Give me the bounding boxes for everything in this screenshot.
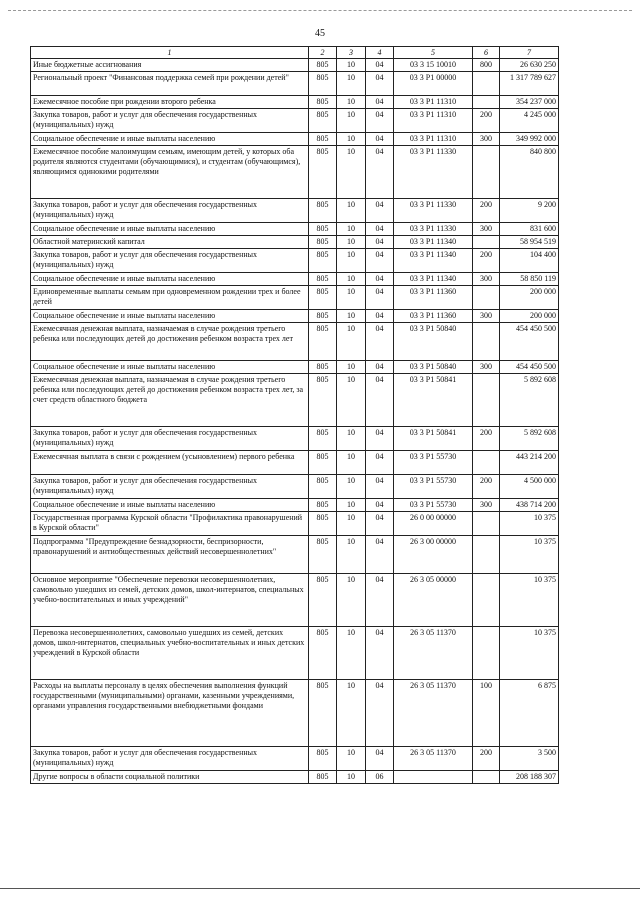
table-row xyxy=(31,451,559,475)
column-number-header xyxy=(31,47,559,59)
row-c4-cell: 04 xyxy=(366,96,394,109)
row-c2-cell: 805 xyxy=(309,223,337,236)
table-row xyxy=(31,771,559,784)
row-c4-cell: 04 xyxy=(366,475,394,499)
row-c6-cell: 800 xyxy=(473,59,500,72)
row-c3-cell: 10 xyxy=(337,310,366,323)
row-name-cell: Расходы на выплаты персоналу в целях обеспечения выполнения функций государственными (муниципальными) органами, казенными учреждениями, органами управления государственными внебюджетными фондами xyxy=(31,680,309,747)
row-c5-cell: 03 3 P1 00000 xyxy=(394,72,473,96)
row-c5-cell: 03 3 P1 50841 xyxy=(394,374,473,427)
row-c3-cell: 10 xyxy=(337,223,366,236)
row-c5-cell: 03 3 P1 55730 xyxy=(394,475,473,499)
row-c5-cell: 03 3 P1 55730 xyxy=(394,451,473,475)
row-c4-cell: 04 xyxy=(366,536,394,574)
row-c5-cell: 03 3 P1 11330 xyxy=(394,199,473,223)
row-c3-cell: 10 xyxy=(337,249,366,273)
table-row xyxy=(31,310,559,323)
table-row xyxy=(31,59,559,72)
row-c6-cell: 300 xyxy=(473,133,500,146)
row-c2-cell: 805 xyxy=(309,286,337,310)
row-c3-cell: 10 xyxy=(337,374,366,427)
row-c3-cell: 10 xyxy=(337,536,366,574)
row-c6-cell xyxy=(473,72,500,96)
row-c6-cell: 200 xyxy=(473,475,500,499)
row-name-cell: Закупка товаров, работ и услуг для обеспечения государственных (муниципальных) нужд xyxy=(31,475,309,499)
row-c7-cell: 200 000 xyxy=(500,310,559,323)
table-row xyxy=(31,273,559,286)
row-c6-cell xyxy=(473,374,500,427)
row-c6-cell xyxy=(473,451,500,475)
row-c7-cell: 6 875 xyxy=(500,680,559,747)
row-c4-cell: 04 xyxy=(366,427,394,451)
row-c4-cell: 04 xyxy=(366,310,394,323)
row-c2-cell: 805 xyxy=(309,199,337,223)
row-c7-cell: 58 850 119 xyxy=(500,273,559,286)
row-c2-cell: 805 xyxy=(309,59,337,72)
row-c2-cell: 805 xyxy=(309,512,337,536)
row-c5-cell xyxy=(394,771,473,784)
row-c7-cell: 10 375 xyxy=(500,574,559,627)
row-name-cell: Иные бюджетные ассигнования xyxy=(31,59,309,72)
row-c2-cell: 805 xyxy=(309,374,337,427)
row-c5-cell: 26 0 00 00000 xyxy=(394,512,473,536)
row-c3-cell: 10 xyxy=(337,361,366,374)
row-name-cell: Социальное обеспечение и иные выплаты населению xyxy=(31,273,309,286)
table-row xyxy=(31,747,559,771)
row-c4-cell: 04 xyxy=(366,574,394,627)
table-row xyxy=(31,680,559,747)
row-name-cell: Другие вопросы в области социальной политики xyxy=(31,771,309,784)
row-c4-cell: 04 xyxy=(366,374,394,427)
row-c5-cell: 03 3 P1 50840 xyxy=(394,323,473,361)
row-name-cell: Ежемесячная денежная выплата, назначаемая в случае рождения третьего ребенка или последующих детей до достижения ребенком возраста трех лет, за счет средств областного бюджета xyxy=(31,374,309,427)
header-cell: 1 xyxy=(31,47,309,59)
row-c5-cell: 03 3 P1 11360 xyxy=(394,286,473,310)
row-c4-cell: 04 xyxy=(366,512,394,536)
row-name-cell: Областной материнский капитал xyxy=(31,236,309,249)
row-c4-cell: 04 xyxy=(366,199,394,223)
row-name-cell: Закупка товаров, работ и услуг для обеспечения государственных (муниципальных) нужд xyxy=(31,249,309,273)
row-c3-cell: 10 xyxy=(337,96,366,109)
table-row xyxy=(31,323,559,361)
row-c6-cell: 300 xyxy=(473,310,500,323)
row-c3-cell: 10 xyxy=(337,451,366,475)
row-c6-cell xyxy=(473,771,500,784)
top-divider xyxy=(8,10,632,11)
row-name-cell: Закупка товаров, работ и услуг для обеспечения государственных (муниципальных) нужд xyxy=(31,747,309,771)
row-c7-cell: 208 188 307 xyxy=(500,771,559,784)
header-cell: 4 xyxy=(366,47,394,59)
row-c5-cell: 26 3 05 11370 xyxy=(394,680,473,747)
row-c3-cell: 10 xyxy=(337,146,366,199)
header-cell: 3 xyxy=(337,47,366,59)
header-cell: 6 xyxy=(473,47,500,59)
row-c5-cell: 03 3 P1 11360 xyxy=(394,310,473,323)
row-c4-cell: 04 xyxy=(366,223,394,236)
row-c7-cell: 840 800 xyxy=(500,146,559,199)
row-c4-cell: 04 xyxy=(366,273,394,286)
row-c6-cell xyxy=(473,627,500,680)
row-c5-cell: 26 3 05 00000 xyxy=(394,574,473,627)
row-c2-cell: 805 xyxy=(309,72,337,96)
row-name-cell: Закупка товаров, работ и услуг для обеспечения государственных (муниципальных) нужд xyxy=(31,427,309,451)
row-c4-cell: 04 xyxy=(366,59,394,72)
row-c2-cell: 805 xyxy=(309,109,337,133)
row-c5-cell: 03 3 P1 50841 xyxy=(394,427,473,451)
row-c6-cell xyxy=(473,323,500,361)
row-name-cell: Социальное обеспечение и иные выплаты населению xyxy=(31,310,309,323)
row-name-cell: Перевозка несовершеннолетних, самовольно ушедших из семей, детских домов, школ-интернатов, специальных учебно-воспитательных и иных детских учреждений в Курской области xyxy=(31,627,309,680)
row-c6-cell: 300 xyxy=(473,223,500,236)
row-c4-cell: 04 xyxy=(366,146,394,199)
row-c6-cell: 100 xyxy=(473,680,500,747)
row-c4-cell: 04 xyxy=(366,451,394,475)
row-c3-cell: 10 xyxy=(337,771,366,784)
row-c6-cell: 300 xyxy=(473,273,500,286)
row-c4-cell: 04 xyxy=(366,680,394,747)
row-c7-cell: 200 000 xyxy=(500,286,559,310)
row-c3-cell: 10 xyxy=(337,512,366,536)
bottom-divider xyxy=(0,888,640,889)
row-c5-cell: 26 3 05 11370 xyxy=(394,747,473,771)
row-name-cell: Ежемесячная денежная выплата, назначаемая в случае рождения третьего ребенка или последующих детей до достижения ребенком возраста трех лет xyxy=(31,323,309,361)
header-cell: 7 xyxy=(500,47,559,59)
row-c4-cell: 04 xyxy=(366,249,394,273)
table-row xyxy=(31,72,559,96)
row-c5-cell: 03 3 P1 50840 xyxy=(394,361,473,374)
row-c2-cell: 805 xyxy=(309,680,337,747)
page-number: 45 xyxy=(315,28,325,39)
row-c6-cell xyxy=(473,146,500,199)
row-c6-cell: 200 xyxy=(473,199,500,223)
row-c2-cell: 805 xyxy=(309,451,337,475)
row-c2-cell: 805 xyxy=(309,475,337,499)
row-c3-cell: 10 xyxy=(337,475,366,499)
row-c7-cell: 443 214 200 xyxy=(500,451,559,475)
row-c7-cell: 5 892 608 xyxy=(500,374,559,427)
row-c6-cell: 300 xyxy=(473,361,500,374)
row-c5-cell: 26 3 05 11370 xyxy=(394,627,473,680)
row-c5-cell: 03 3 P1 11340 xyxy=(394,249,473,273)
row-c7-cell: 831 600 xyxy=(500,223,559,236)
row-c5-cell: 03 3 P1 11340 xyxy=(394,236,473,249)
row-name-cell: Социальное обеспечение и иные выплаты населению xyxy=(31,133,309,146)
row-c3-cell: 10 xyxy=(337,680,366,747)
table-row xyxy=(31,286,559,310)
table-row xyxy=(31,374,559,427)
row-c4-cell: 04 xyxy=(366,133,394,146)
row-c4-cell: 04 xyxy=(366,286,394,310)
row-c4-cell: 06 xyxy=(366,771,394,784)
row-c3-cell: 10 xyxy=(337,109,366,133)
table-row xyxy=(31,536,559,574)
table-row xyxy=(31,499,559,512)
row-c5-cell: 03 3 P1 11330 xyxy=(394,146,473,199)
table-row xyxy=(31,223,559,236)
row-name-cell: Государственная программа Курской области "Профилактика правонарушений в Курской области" xyxy=(31,512,309,536)
row-c4-cell: 04 xyxy=(366,109,394,133)
header-cell: 5 xyxy=(394,47,473,59)
row-c2-cell: 805 xyxy=(309,499,337,512)
row-c3-cell: 10 xyxy=(337,59,366,72)
row-c5-cell: 03 3 P1 11330 xyxy=(394,223,473,236)
row-name-cell: Ежемесячное пособие малоимущим семьям, имеющим детей, у которых оба родителя являются студентами (обучающимися), и студентам (обучающимся), являющимся одинокими родителями xyxy=(31,146,309,199)
row-c2-cell: 805 xyxy=(309,627,337,680)
row-name-cell: Подпрограмма "Предупреждение безнадзорности, беспризорности, правонарушений и антиобщественных действий несовершеннолетних" xyxy=(31,536,309,574)
row-c3-cell: 10 xyxy=(337,499,366,512)
row-c3-cell: 10 xyxy=(337,286,366,310)
row-c6-cell xyxy=(473,536,500,574)
table-row xyxy=(31,574,559,627)
row-c6-cell xyxy=(473,512,500,536)
table-row xyxy=(31,627,559,680)
row-name-cell: Основное мероприятие "Обеспечение перевозки несовершеннолетних, самовольно ушедших из семей, детских домов, школ-интернатов, специальных учебно-воспитательных и иных учреждений" xyxy=(31,574,309,627)
table-row xyxy=(31,361,559,374)
row-name-cell: Ежемесячная выплата в связи с рождением (усыновлением) первого ребенка xyxy=(31,451,309,475)
table-row xyxy=(31,133,559,146)
row-c2-cell: 805 xyxy=(309,427,337,451)
row-c7-cell: 58 954 519 xyxy=(500,236,559,249)
row-c3-cell: 10 xyxy=(337,72,366,96)
table-row xyxy=(31,512,559,536)
row-c2-cell: 805 xyxy=(309,133,337,146)
row-c7-cell: 4 500 000 xyxy=(500,475,559,499)
row-c3-cell: 10 xyxy=(337,273,366,286)
row-c7-cell: 454 450 500 xyxy=(500,361,559,374)
table-row xyxy=(31,199,559,223)
row-c5-cell: 26 3 00 00000 xyxy=(394,536,473,574)
row-c2-cell: 805 xyxy=(309,310,337,323)
row-c5-cell: 03 3 15 10010 xyxy=(394,59,473,72)
row-c2-cell: 805 xyxy=(309,273,337,286)
row-c7-cell: 5 892 608 xyxy=(500,427,559,451)
row-c7-cell: 26 630 250 xyxy=(500,59,559,72)
row-c6-cell: 200 xyxy=(473,249,500,273)
row-c2-cell: 805 xyxy=(309,574,337,627)
row-c7-cell: 104 400 xyxy=(500,249,559,273)
row-c5-cell: 03 3 P1 11340 xyxy=(394,273,473,286)
row-c4-cell: 04 xyxy=(366,323,394,361)
table-row xyxy=(31,146,559,199)
table-row xyxy=(31,109,559,133)
row-name-cell: Единовременные выплаты семьям при одновременном рождении трех и более детей xyxy=(31,286,309,310)
row-c5-cell: 03 3 P1 11310 xyxy=(394,109,473,133)
row-c3-cell: 10 xyxy=(337,747,366,771)
row-c4-cell: 04 xyxy=(366,72,394,96)
row-c2-cell: 805 xyxy=(309,96,337,109)
row-c6-cell xyxy=(473,236,500,249)
row-c4-cell: 04 xyxy=(366,361,394,374)
row-c3-cell: 10 xyxy=(337,574,366,627)
row-name-cell: Закупка товаров, работ и услуг для обеспечения государственных (муниципальных) нужд xyxy=(31,199,309,223)
row-c3-cell: 10 xyxy=(337,133,366,146)
table-row xyxy=(31,427,559,451)
row-c7-cell: 454 450 500 xyxy=(500,323,559,361)
row-c6-cell xyxy=(473,574,500,627)
table-row xyxy=(31,249,559,273)
row-c6-cell xyxy=(473,96,500,109)
table-row xyxy=(31,236,559,249)
row-c3-cell: 10 xyxy=(337,323,366,361)
row-c2-cell: 805 xyxy=(309,249,337,273)
row-c5-cell: 03 3 P1 55730 xyxy=(394,499,473,512)
row-c2-cell: 805 xyxy=(309,146,337,199)
row-c7-cell: 10 375 xyxy=(500,627,559,680)
row-c4-cell: 04 xyxy=(366,236,394,249)
row-c3-cell: 10 xyxy=(337,627,366,680)
row-c6-cell: 200 xyxy=(473,427,500,451)
row-c3-cell: 10 xyxy=(337,427,366,451)
row-c5-cell: 03 3 P1 11310 xyxy=(394,133,473,146)
row-c6-cell xyxy=(473,286,500,310)
row-c3-cell: 10 xyxy=(337,236,366,249)
row-c2-cell: 805 xyxy=(309,361,337,374)
row-c2-cell: 805 xyxy=(309,323,337,361)
row-name-cell: Ежемесячное пособие при рождении второго ребенка xyxy=(31,96,309,109)
row-c3-cell: 10 xyxy=(337,199,366,223)
row-name-cell: Социальное обеспечение и иные выплаты населению xyxy=(31,361,309,374)
row-c4-cell: 04 xyxy=(366,747,394,771)
row-name-cell: Социальное обеспечение и иные выплаты населению xyxy=(31,223,309,236)
row-c7-cell: 354 237 000 xyxy=(500,96,559,109)
table-row xyxy=(31,475,559,499)
row-c4-cell: 04 xyxy=(366,499,394,512)
budget-table xyxy=(30,46,559,784)
table-row xyxy=(31,96,559,109)
row-c7-cell: 10 375 xyxy=(500,512,559,536)
row-c2-cell: 805 xyxy=(309,236,337,249)
row-c7-cell: 438 714 200 xyxy=(500,499,559,512)
row-name-cell: Закупка товаров, работ и услуг для обеспечения государственных (муниципальных) нужд xyxy=(31,109,309,133)
row-c4-cell: 04 xyxy=(366,627,394,680)
row-c2-cell: 805 xyxy=(309,747,337,771)
row-c7-cell: 9 200 xyxy=(500,199,559,223)
row-name-cell: Региональный проект "Финансовая поддержка семей при рождении детей" xyxy=(31,72,309,96)
row-c7-cell: 349 992 000 xyxy=(500,133,559,146)
row-c7-cell: 4 245 000 xyxy=(500,109,559,133)
row-c5-cell: 03 3 P1 11310 xyxy=(394,96,473,109)
row-c7-cell: 1 317 789 627 xyxy=(500,72,559,96)
row-c6-cell: 200 xyxy=(473,109,500,133)
row-c6-cell: 300 xyxy=(473,499,500,512)
header-cell: 2 xyxy=(309,47,337,59)
row-c2-cell: 805 xyxy=(309,536,337,574)
row-name-cell: Социальное обеспечение и иные выплаты населению xyxy=(31,499,309,512)
row-c7-cell: 3 500 xyxy=(500,747,559,771)
row-c6-cell: 200 xyxy=(473,747,500,771)
row-c7-cell: 10 375 xyxy=(500,536,559,574)
row-c2-cell: 805 xyxy=(309,771,337,784)
